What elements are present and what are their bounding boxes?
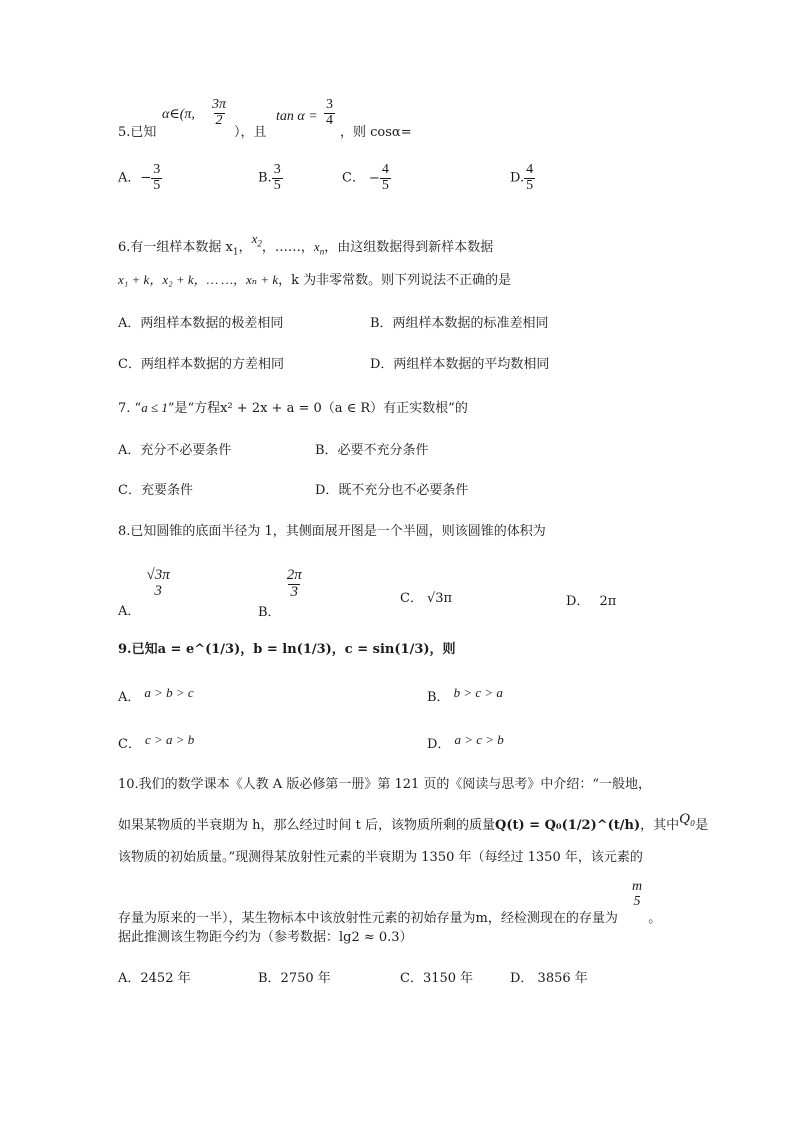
q10-line3: 该物质的初始质量。”现测得某放射性元素的半衰期为 1350 年（每经过 1350 年，该元素的 [118,850,643,865]
q6-new-sample-expr: x₁ + k，x₂ + k，… …，xₙ + k [118,272,279,287]
q5-condition-close: ），且 [234,125,267,140]
q6-stem-line2: x₁ + k，x₂ + k，… …，xₙ + k，k 为非零常数。则下列说法不正确的是 [118,272,512,288]
q9-option-a[interactable]: A． a > b > c [118,685,194,705]
q7-option-b[interactable]: B．必要不充分条件 [315,443,429,458]
q6-stem-line1: 6.有一组样本数据 $x_1$，$x_2$，……，$x_n$，由这组数据得到新样本数据 [118,231,494,258]
q6-option-a[interactable]: A．两组样本数据的极差相同 [118,316,284,331]
q8-option-c[interactable]: C． √3π [400,591,453,606]
q5-option-b[interactable]: B. $\frac{3}{5}$ [258,162,281,193]
q8-option-d[interactable]: D． 2π [566,594,617,609]
q10-line5: 据此推测该生物距今约为（参考数据：lg2 ≈ 0.3） [118,930,413,945]
q10-option-d[interactable]: D． 3856 年 [510,971,588,986]
q7-stem: 7. “a ≤ 1”是“方程x² + 2x + a = 0（a ∈ R）有正实数根”的 [118,400,468,416]
q8-option-b[interactable]: B． $\frac{2\pi}{3}$ [258,567,302,620]
q5-ask: ，则 cosα= [340,125,412,140]
q5-alpha-condition: α∈(π, [162,107,195,122]
q5-three-quarters: $\frac{3}{4}$ [326,97,333,128]
q5-stem [118,98,538,138]
q5-prefix: 5.已知 [118,125,157,140]
q7-option-a[interactable]: A．充分不必要条件 [118,443,232,458]
q7-condition: a ≤ 1 [141,400,168,415]
q8-stem: 8.已知圆锥的底面半径为 1，其侧面展开图是一个半圆，则该圆锥的体积为 [118,524,546,539]
q10-decay-formula: Q(t) = Q₀(1/2)^(t/h) [495,818,641,833]
q5-option-c[interactable]: C． − $\frac{4}{5}$ [342,162,389,193]
q10-option-c[interactable]: C．3150 年 [400,971,474,986]
q10-line2: 如果某物质的半衰期为 h，那么经过时间 t 后，该物质所剩的质量Q(t) = Q₀(1/2)^(t/h)，其中Q₀是 [118,811,709,833]
q5-three-pi-over-two: $\frac{3\pi}{2}$ [212,97,227,128]
q9-option-b[interactable]: B． b > c > a [427,685,503,705]
q6-option-c[interactable]: C．两组样本数据的方差相同 [118,357,284,372]
q9-stem: 9.已知a = e^(1/3)，b = ln(1/3)，c = sin(1/3)，则 [118,642,456,657]
q10-line1: 10.我们的数学课本《人教 A 版必修第一册》第 121 页的《阅读与思考》中介绍：“一般地， [118,777,652,792]
q5-tan-lhs: tan α = [276,109,318,124]
q7-option-c[interactable]: C．充要条件 [118,483,193,498]
q6-option-b[interactable]: B．两组样本数据的标准差相同 [370,316,549,331]
q9-option-c[interactable]: C． c > a > b [118,732,195,752]
q9-option-d[interactable]: D． a > c > b [427,732,504,752]
q10-line4: 存量为原来的一半），某生物标本中该放射性元素的初始存量为m，经检测现在的存量为 m 5 。 [118,879,662,927]
q5-option-a[interactable]: A．− $\frac{3}{5}$ [118,162,161,193]
q10-option-b[interactable]: B．2750 年 [258,971,331,986]
q10-option-a[interactable]: A．2452 年 [118,971,191,986]
q7-option-d[interactable]: D．既不充分也不必要条件 [315,483,469,498]
q5-option-d[interactable]: D. $\frac{4}{5}$ [510,162,534,193]
q8-option-a[interactable]: A． √3π 3 [118,567,170,620]
q6-option-d[interactable]: D．两组样本数据的平均数相同 [370,357,550,372]
